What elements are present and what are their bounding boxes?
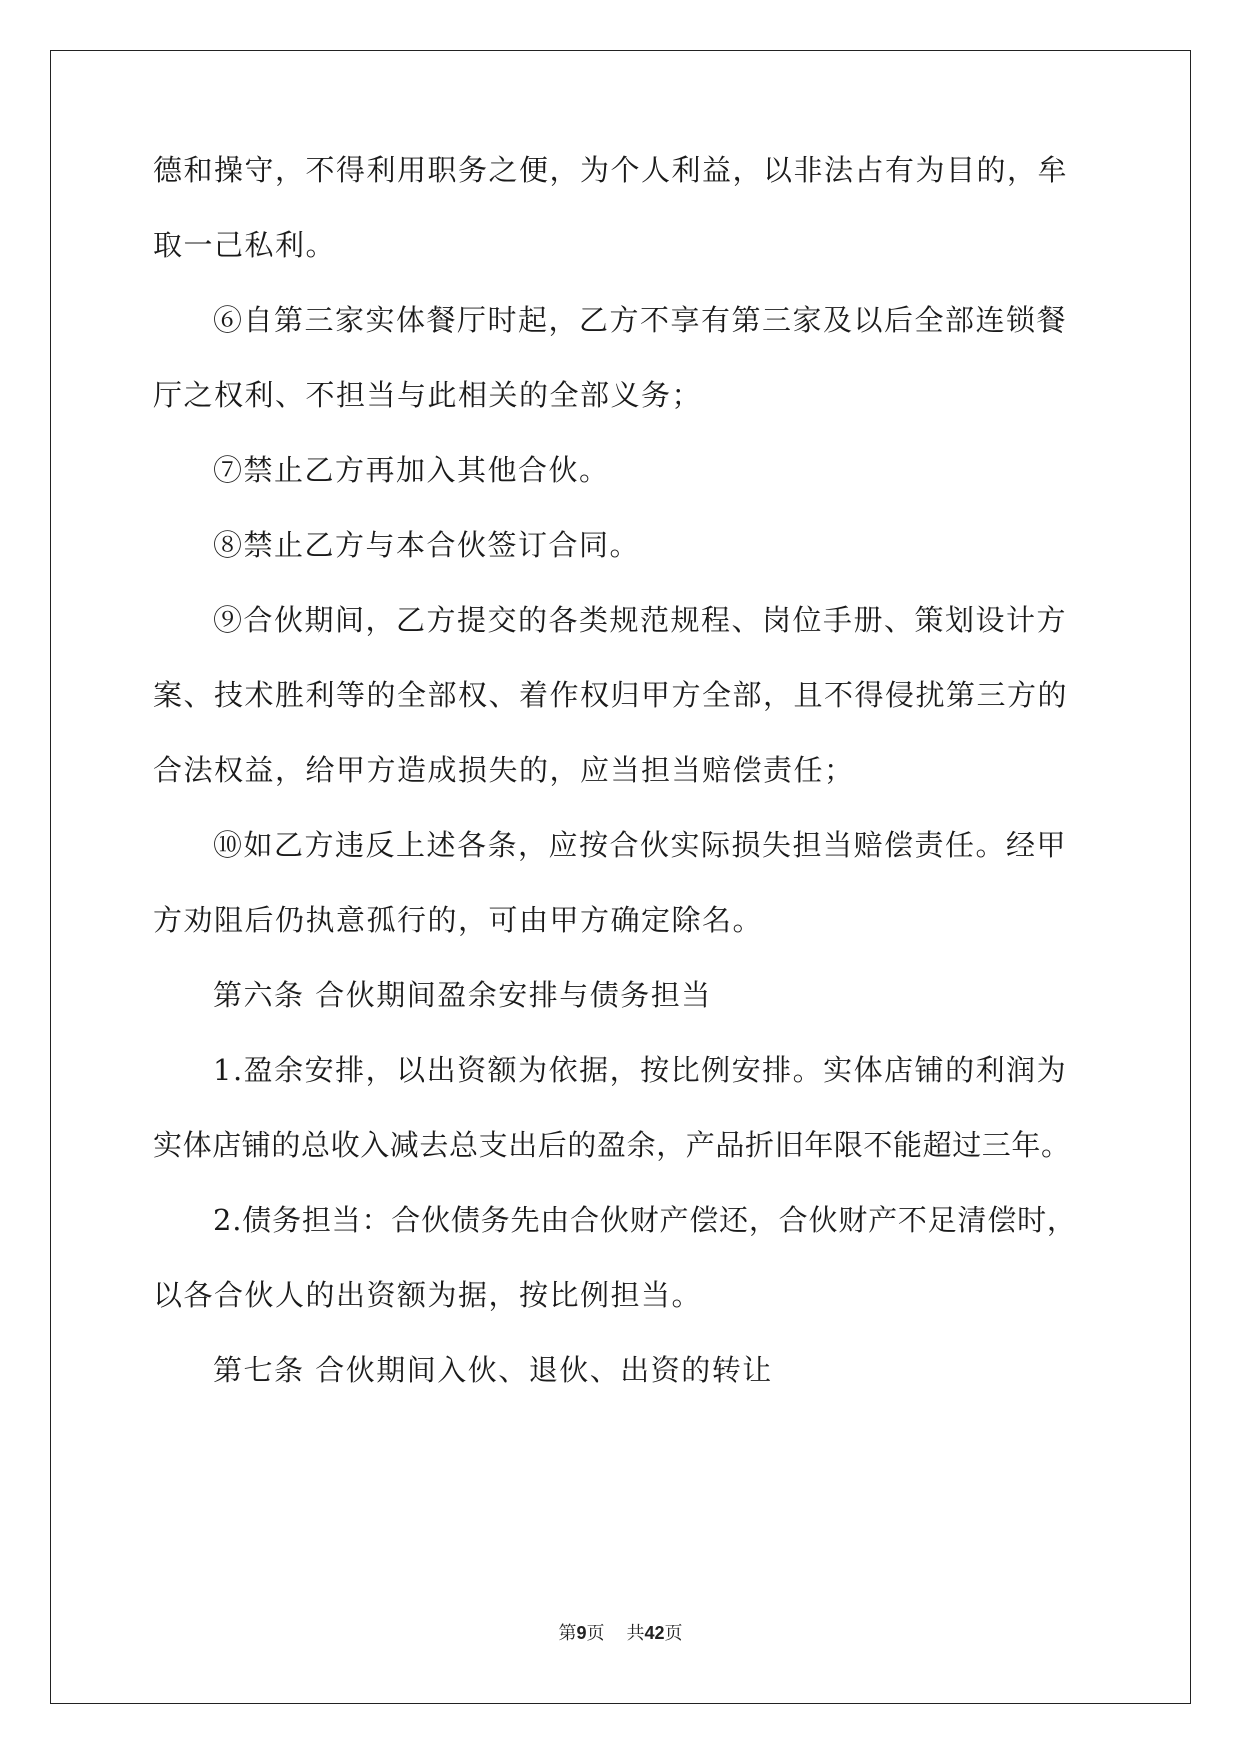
paragraph-line: ⑩如乙方违反上述各条，应按合伙实际损失担当赔偿责任。经甲 — [213, 828, 1068, 862]
paragraph-line: ⑥自第三家实体餐厅时起，乙方不享有第三家及以后全部连锁餐 — [213, 303, 1068, 337]
total-suffix: 页 — [664, 1623, 683, 1644]
total-pages: 42 — [644, 1623, 665, 1643]
section-heading: 第七条 合伙期间入伙、退伙、出资的转让 — [213, 1353, 773, 1387]
paragraph-line: ⑧禁止乙方与本合伙签订合同。 — [213, 528, 641, 562]
section-heading: 第六条 合伙期间盈余安排与债务担当 — [213, 978, 712, 1012]
paragraph-line: 方劝阻后仍执意孤行的，可由甲方确定除名。 — [153, 903, 764, 937]
paragraph-line: 取一己私利。 — [153, 228, 337, 262]
page-footer — [0, 1622, 1241, 1645]
page-border — [50, 50, 1191, 1704]
paragraph-line: 厅之权利、不担当与此相关的全部义务； — [153, 378, 703, 412]
paragraph-line: ⑨合伙期间，乙方提交的各类规范规程、岗位手册、策划设计方 — [213, 603, 1068, 637]
paragraph-line: 以各合伙人的出资额为据，按比例担当。 — [153, 1278, 703, 1312]
paragraph-line: 案、技术胜利等的全部权、着作权归甲方全部，且不得侵扰第三方的 — [153, 678, 1069, 712]
page-number: 9 — [576, 1623, 587, 1643]
paragraph-line: ⑦禁止乙方再加入其他合伙。 — [213, 453, 610, 487]
total-prefix: 共 — [626, 1623, 645, 1644]
paragraph-line: 德和操守，不得利用职务之便，为个人利益，以非法占有为目的，牟 — [153, 153, 1069, 187]
paragraph-line: 实体店铺的总收入减去总支出后的盈余，产品折旧年限不能超过三年。 — [153, 1128, 1071, 1162]
paragraph-line: 2.债务担当：合伙债务先由合伙财产偿还，合伙财产不足清偿时， — [213, 1203, 1077, 1237]
page-suffix: 页 — [586, 1623, 605, 1644]
page-prefix: 第 — [558, 1623, 577, 1644]
paragraph-line: 合法权益，给甲方造成损失的，应当担当赔偿责任； — [153, 753, 855, 787]
paragraph-line: 1.盈余安排，以出资额为依据，按比例安排。实体店铺的利润为 — [213, 1053, 1068, 1087]
